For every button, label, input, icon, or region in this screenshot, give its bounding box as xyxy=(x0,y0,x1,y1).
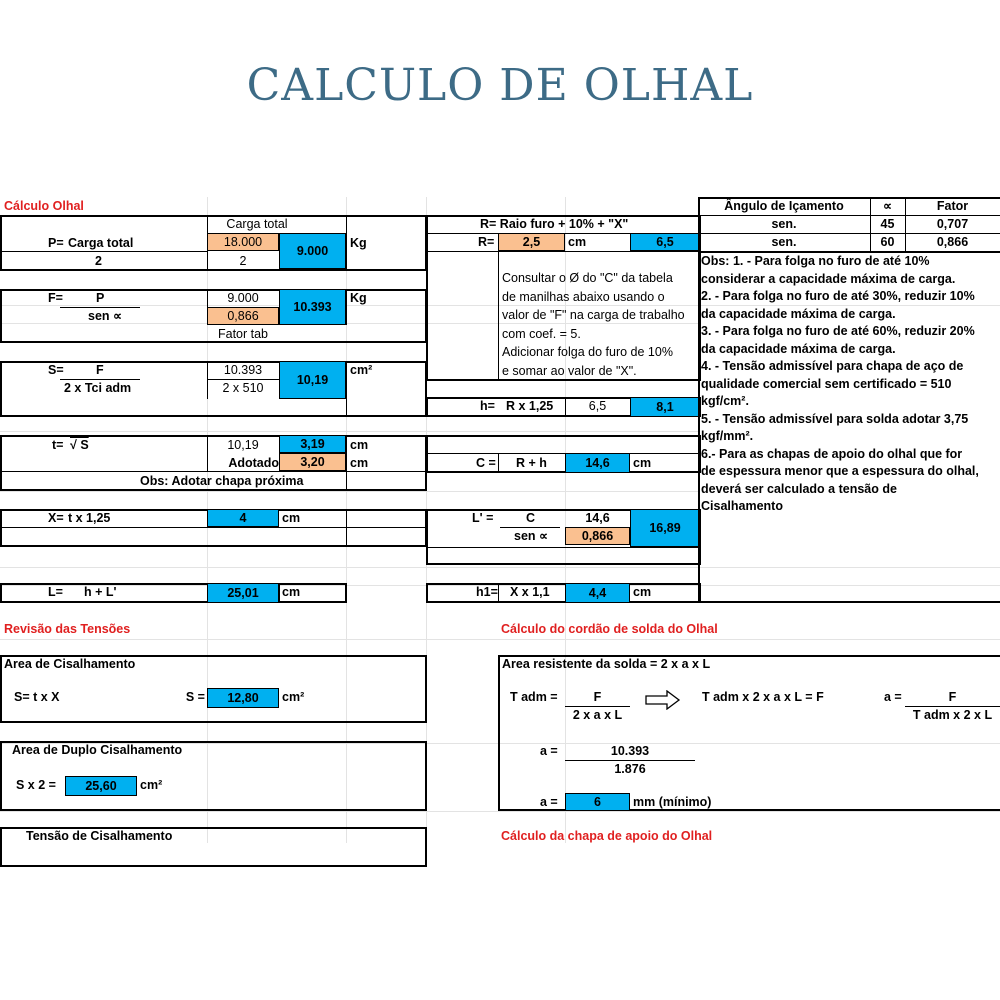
solda-a-numerator: F xyxy=(948,690,957,704)
l-expr: h + L' xyxy=(84,585,117,599)
f-numerator: P xyxy=(96,291,105,305)
p-denominator: 2 xyxy=(95,254,102,268)
obs-line: 2. - Para folga no furo de até 30%, reduzir 10% xyxy=(701,289,975,303)
solda-a-denominator: T adm x 2 x L xyxy=(912,708,993,722)
solda-a2-numerator: 10.393 xyxy=(610,744,650,758)
section-title-solda: Cálculo do cordão de solda do Olhal xyxy=(501,622,718,636)
x-expr: t x 1,25 xyxy=(68,511,111,525)
obs-line: de espessura menor que a espessura do olhal, xyxy=(701,464,979,478)
t-expr: √ S xyxy=(70,438,89,452)
p-result-cell[interactable]: 9.000 xyxy=(279,233,346,269)
solda-a3-unit: mm (mínimo) xyxy=(633,795,712,809)
cisalhamento-title: Area de Cisalhamento xyxy=(4,657,136,671)
p-input-cell[interactable]: 18.000 xyxy=(207,233,279,251)
lprime-result-cell[interactable]: 16,89 xyxy=(630,509,700,547)
p-label: P= xyxy=(48,236,64,250)
solda-equation: T adm x 2 x a x L = F xyxy=(702,690,824,704)
angle-table-cell: 60 xyxy=(880,235,895,249)
raio-result-cell[interactable]: 6,5 xyxy=(630,233,700,251)
c-expr: R + h xyxy=(516,456,547,470)
tensao-cisalhamento-title: Tensão de Cisalhamento xyxy=(26,829,173,843)
lprime-label: L' = xyxy=(472,511,494,525)
raio-label: R= xyxy=(478,235,495,249)
obs-line: kgf/mm². xyxy=(701,429,754,443)
obs-line: considerar a capacidade máxima de carga. xyxy=(701,271,956,286)
s-label: S= xyxy=(48,363,64,377)
cisalhamento-formula: S= t x X xyxy=(14,690,60,704)
h1-block xyxy=(426,583,701,603)
angle-table-cell: sen. xyxy=(771,235,797,249)
angle-table-header: ∝ xyxy=(883,199,892,213)
f-result-cell[interactable]: 10.393 xyxy=(279,289,346,325)
adotado-cell[interactable]: 3,20 xyxy=(279,453,346,471)
c-block xyxy=(426,435,701,473)
l-result-cell[interactable]: 25,01 xyxy=(207,583,279,603)
solda-tadm-label: T adm = xyxy=(510,690,558,704)
raio-note xyxy=(502,269,700,380)
c-label: C = xyxy=(476,456,496,470)
solda-a2-denominator: 1.876 xyxy=(614,762,646,776)
h1-unit: cm xyxy=(633,585,652,599)
cisalhamento-s-label: S = xyxy=(185,690,205,704)
f-num-value: 9.000 xyxy=(227,291,259,305)
p-col-head: Carga total xyxy=(226,217,288,231)
x-unit: cm xyxy=(282,511,301,525)
s-den-value: 2 x 510 xyxy=(222,381,264,395)
duplo-cisalhamento-title: Area de Duplo Cisalhamento xyxy=(12,743,183,757)
angle-table-cell: sen. xyxy=(771,217,797,231)
angle-table-cell: 45 xyxy=(880,217,895,231)
obs-line: Cisalhamento xyxy=(701,499,783,513)
spreadsheet-grid xyxy=(0,197,1000,843)
duplo-cisalhamento-label: S x 2 = xyxy=(16,778,56,792)
h-label: h= xyxy=(480,399,495,413)
raio-note-line: de manilhas abaixo usando o xyxy=(502,289,665,304)
raio-note-line: valor de "F" na carga de trabalho xyxy=(502,308,685,322)
t-value: 10,19 xyxy=(227,438,259,452)
x-result-cell[interactable]: 4 xyxy=(207,509,279,527)
solda-a3-label: a = xyxy=(540,795,558,809)
f-label: F= xyxy=(48,291,63,305)
h1-expr: X x 1,1 xyxy=(510,585,550,599)
solda-a2-label: a = xyxy=(540,744,558,758)
arrow-right-icon xyxy=(645,690,681,710)
section-title-revisao: Revisão das Tensões xyxy=(4,622,131,636)
h-expr: R x 1,25 xyxy=(506,399,554,413)
angle-table-cell: 0,866 xyxy=(936,235,969,249)
raio-note-line: com coef. = 5. xyxy=(502,326,581,341)
raio-note-line: e somar ao valor de "X". xyxy=(502,363,637,378)
solda-area-text: Area resistente da solda = 2 x a x L xyxy=(502,657,711,671)
s-unit: cm² xyxy=(350,363,373,377)
t-result-cell[interactable]: 3,19 xyxy=(279,435,346,453)
angle-table-header: Ângulo de Içamento xyxy=(724,199,844,213)
cisalhamento-result-cell[interactable]: 12,80 xyxy=(207,688,279,708)
angle-table-header: Fator xyxy=(936,199,969,213)
adotado-label: Adotado xyxy=(228,456,279,470)
t-unit: cm xyxy=(350,438,369,452)
adotado-unit: cm xyxy=(350,456,369,470)
raio-note-line: Consultar o Ø do "C" da tabela xyxy=(502,271,673,285)
solda-a3-result-cell[interactable]: 6 xyxy=(565,793,630,811)
raio-unit: cm xyxy=(568,235,587,249)
s-num-value: 10.393 xyxy=(223,363,263,377)
obs-line: qualidade comercial sem certificado = 510 xyxy=(701,376,952,391)
solda-block xyxy=(498,655,1000,811)
obs-line: 3. - Para folga no furo de até 60%, reduzir 20% xyxy=(701,324,975,338)
f-denominator: sen ∝ xyxy=(88,309,122,323)
obs-text xyxy=(701,253,979,516)
l-unit: cm xyxy=(282,585,301,599)
section-title-chapa-apoio: Cálculo da chapa de apoio do Olhal xyxy=(501,829,713,843)
obs-line: kgf/cm². xyxy=(701,394,749,408)
l-label: L= xyxy=(48,585,63,599)
h-value: 6,5 xyxy=(588,399,607,413)
obs-line: da capacidade máxima de carga. xyxy=(701,306,896,321)
s-result-cell[interactable]: 10,19 xyxy=(279,361,346,399)
h1-label: h1= xyxy=(476,585,498,599)
obs-line: 4. - Tensão admissível para chapa de aço de xyxy=(701,359,964,373)
section-title-calculo-olhal: Cálculo Olhal xyxy=(4,199,84,213)
p-numerator: Carga total xyxy=(68,236,134,250)
t-label: t= xyxy=(52,438,64,452)
obs-line: 5. - Tensão admissível para solda adotar 3,75 xyxy=(701,411,969,426)
duplo-cisalhamento-unit: cm² xyxy=(140,778,163,792)
f-den-input-cell[interactable]: 0,866 xyxy=(207,307,279,325)
raio-note-line: Adicionar folga do furo de 10% xyxy=(502,345,673,359)
duplo-cisalhamento-result-cell[interactable]: 25,60 xyxy=(65,776,137,796)
raio-heading: R= Raio furo + 10% + "X" xyxy=(480,217,629,231)
obs-line: 6.- Para as chapas de apoio do olhal que for xyxy=(701,446,963,461)
obs-line: deverá ser calculado a tensão de xyxy=(701,481,897,496)
obs-line: da capacidade máxima de carga. xyxy=(701,341,896,356)
lprime-den-input-cell[interactable]: 0,866 xyxy=(565,527,630,545)
h1-result-cell[interactable]: 4,4 xyxy=(565,583,630,603)
h-result-cell[interactable]: 8,1 xyxy=(630,397,700,417)
raio-input-cell[interactable]: 2,5 xyxy=(498,233,565,251)
f-unit: Kg xyxy=(350,291,367,305)
lprime-numerator: C xyxy=(526,511,536,525)
f-note: Fator tab xyxy=(217,327,269,341)
angle-table-cell: 0,707 xyxy=(936,217,969,231)
lprime-denominator: sen ∝ xyxy=(514,529,548,543)
s-denominator: 2 x Tci adm xyxy=(64,381,132,395)
solda-a-label: a = xyxy=(884,690,902,704)
c-unit: cm xyxy=(633,456,652,470)
cisalhamento-unit: cm² xyxy=(282,690,305,704)
obs-line: Obs: 1. - Para folga no furo de até 10% xyxy=(701,254,930,268)
solda-tadm-numerator: F xyxy=(593,690,602,704)
s-numerator: F xyxy=(96,363,104,377)
lprime-num-value: 14,6 xyxy=(585,511,610,525)
p-unit: Kg xyxy=(350,236,367,250)
page-title: CALCULO DE OLHAL xyxy=(246,60,754,111)
p-den-value: 2 xyxy=(239,254,247,268)
c-result-cell[interactable]: 14,6 xyxy=(565,453,630,473)
t-obs: Obs: Adotar chapa próxima xyxy=(140,474,304,488)
solda-tadm-denominator: 2 x a x L xyxy=(572,708,623,722)
x-label: X= xyxy=(48,511,64,525)
